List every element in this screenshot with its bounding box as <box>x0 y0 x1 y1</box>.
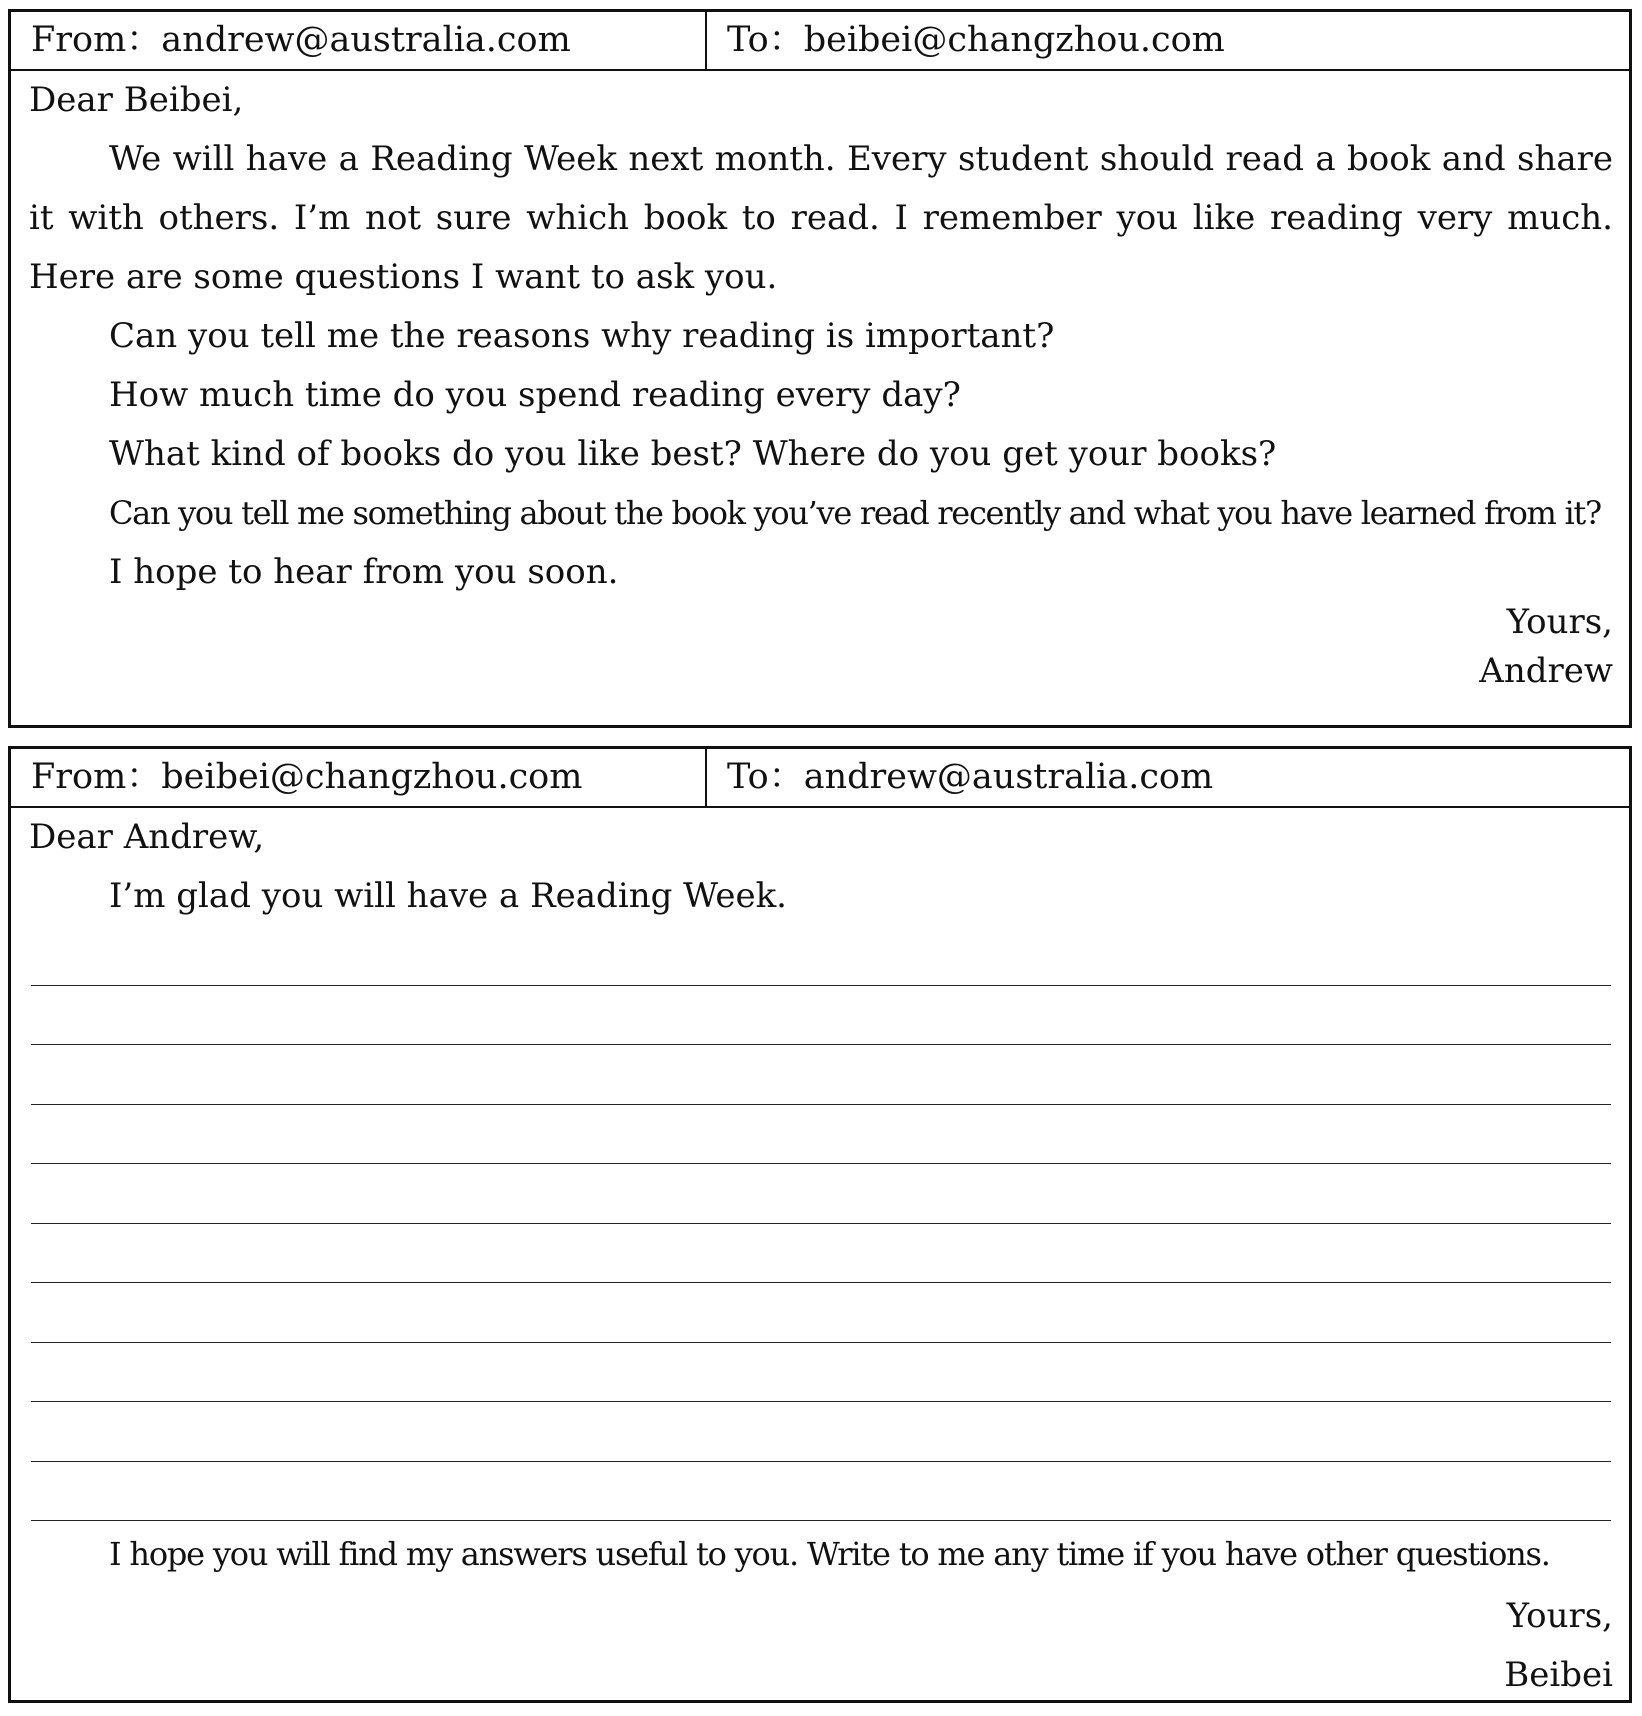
signature: Beibei <box>1504 1655 1613 1695</box>
greeting: Dear Beibei, <box>29 80 244 120</box>
to-label: To： <box>727 20 804 60</box>
email-body <box>11 808 1629 1705</box>
writing-line[interactable] <box>31 926 1611 986</box>
writing-line[interactable] <box>31 1224 1611 1284</box>
writing-line[interactable] <box>31 1105 1611 1165</box>
from-address: andrew@australia.com <box>161 20 571 60</box>
signoff: Yours, <box>1506 602 1613 642</box>
question-4: Can you tell me something about the book you’ve read recently and what you have learned from it? <box>109 494 1601 532</box>
signoff: Yours, <box>1506 1596 1613 1636</box>
writing-line[interactable] <box>31 1164 1611 1224</box>
intro-paragraph: We will have a Reading Week next month. Every student should read a book and share it with others. I’m not sure which book to read. I remember you like reading very much. Here are some questions I want to ask you. <box>29 139 1613 297</box>
writing-line[interactable] <box>31 1045 1611 1105</box>
closing-line: I hope you will find my answers useful to you. Write to me any time if you have other questions. <box>109 1535 1550 1573</box>
from-label: From： <box>31 757 162 797</box>
closing-line: I hope to hear from you soon. <box>109 552 619 592</box>
from-cell <box>11 12 707 69</box>
writing-line[interactable] <box>31 1343 1611 1403</box>
to-cell <box>707 12 1629 69</box>
to-label: To： <box>727 757 804 797</box>
email-from-andrew <box>8 9 1632 728</box>
signature: Andrew <box>1479 651 1613 691</box>
question-3: What kind of books do you like best? Where do you get your books? <box>109 434 1277 474</box>
from-label: From： <box>31 20 162 60</box>
to-cell <box>707 749 1629 806</box>
writing-line[interactable] <box>31 1462 1611 1522</box>
question-1: Can you tell me the reasons why reading is important? <box>109 316 1055 356</box>
to-address: beibei@changzhou.com <box>803 20 1225 60</box>
from-address: beibei@changzhou.com <box>161 757 583 797</box>
greeting: Dear Andrew, <box>29 817 265 857</box>
email-from-beibei <box>8 746 1632 1703</box>
from-cell <box>11 749 707 806</box>
opening-line: I’m glad you will have a Reading Week. <box>109 876 787 916</box>
email-header <box>11 749 1629 808</box>
question-2: How much time do you spend reading every day? <box>109 375 961 415</box>
to-address: andrew@australia.com <box>803 757 1214 797</box>
writing-line[interactable] <box>31 1283 1611 1343</box>
email-header <box>11 12 1629 71</box>
writing-line[interactable] <box>31 1402 1611 1462</box>
writing-line[interactable] <box>31 986 1611 1046</box>
writing-area[interactable] <box>29 926 1613 1521</box>
email-body <box>11 71 1629 701</box>
